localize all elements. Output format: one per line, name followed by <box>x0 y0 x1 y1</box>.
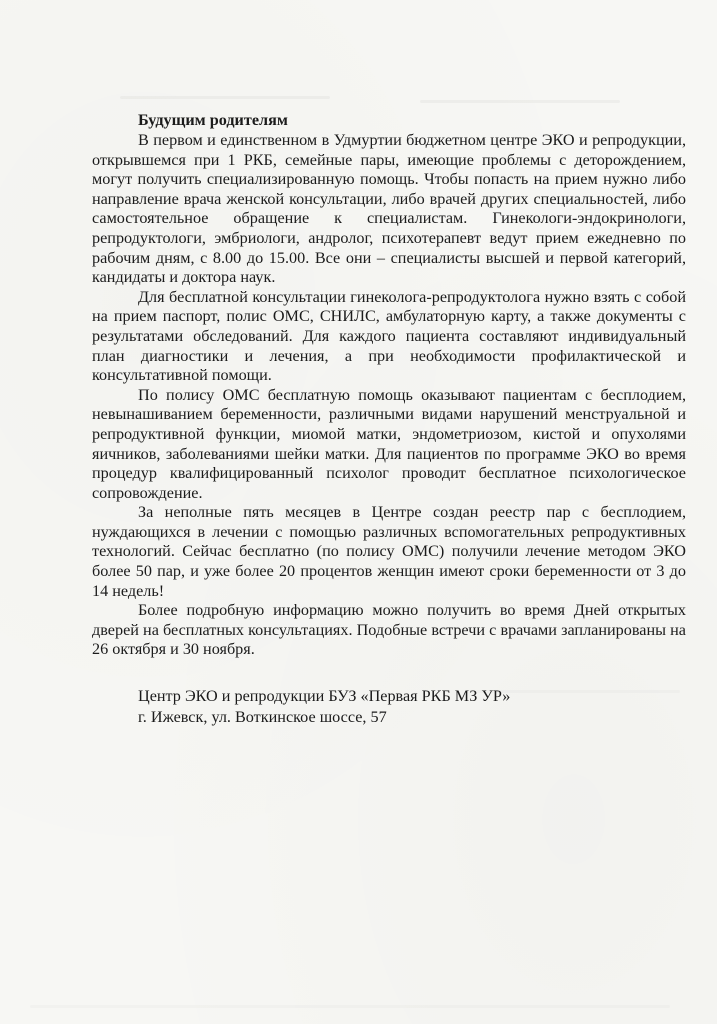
article-heading: Будущим родителям <box>138 111 288 129</box>
scan-artifact <box>30 1005 670 1008</box>
signature-block <box>138 686 510 728</box>
paragraph-results: За неполные пять месяцев в Центре создан реестр пар с бесплодием, нуждающихся в лечении с помощью различных вспомогательных репродуктивных технологий. Сейчас бесплатно (по полису ОМС) получили лечение методом ЭКО более 50 пар, и уже более 20 процентов женщин имеют сроки беременности от 3 до 14 недель! <box>92 503 686 600</box>
signature-address: г. Ижевск, ул. Воткинское шоссе, 57 <box>138 708 387 726</box>
signature-organization: Центр ЭКО и репродукции БУЗ «Первая РКБ МЗ УР» <box>138 687 511 705</box>
article-body <box>92 111 686 660</box>
scan-artifact <box>420 100 620 103</box>
paragraph-oms-help: По полису ОМС бесплатную помощь оказывают пациентам с бесплодием, невынашиванием беременности, различными видами нарушений менструальной и репродуктивной функции, миомой матки, эндометриозом, кистой и опухолями яичников, заболеваниями шейки матки. Для пациентов по программе ЭКО во время процедур квалифицированный психолог проводит бесплатное психологическое сопровождение. <box>92 385 686 502</box>
scan-artifact <box>120 96 330 99</box>
paragraph-open-days: Более подробную информацию можно получить во время Дней открытых дверей на бесплатных консультациях. Подобные встречи с врачами запланированы на 26 октября и 30 ноября. <box>92 601 686 659</box>
paragraph-consultation: Для бесплатной консультации гинеколога-репродуктолога нужно взять с собой на прием паспорт, полис ОМС, СНИЛС, амбулаторную карту, а также документы с результатами обследований. Для каждого пациента составляют индивидуальный план диагностики и лечения, а при необходимости профилактической и консультативной помощи. <box>92 287 686 385</box>
paragraph-intro: В первом и единственном в Удмуртии бюджетном центре ЭКО и репродукции, открывшемся при 1 РКБ, семейные пары, имеющие проблемы с деторождением, могут получить специализированную помощь. Чтобы попасть на прием нужно либо направление врача женской консультации, либо врачей других специальностей, либо самостоятельное обращение к специалистам. Гинекологи-эндокринологи, репродуктологи, эмбриологи, андролог, психотерапевт ведут прием ежедневно по рабочим дням, с 8.00 до 15.00. Все они – специалисты высшей и первой категорий, кандидаты и доктора наук. <box>92 131 686 287</box>
